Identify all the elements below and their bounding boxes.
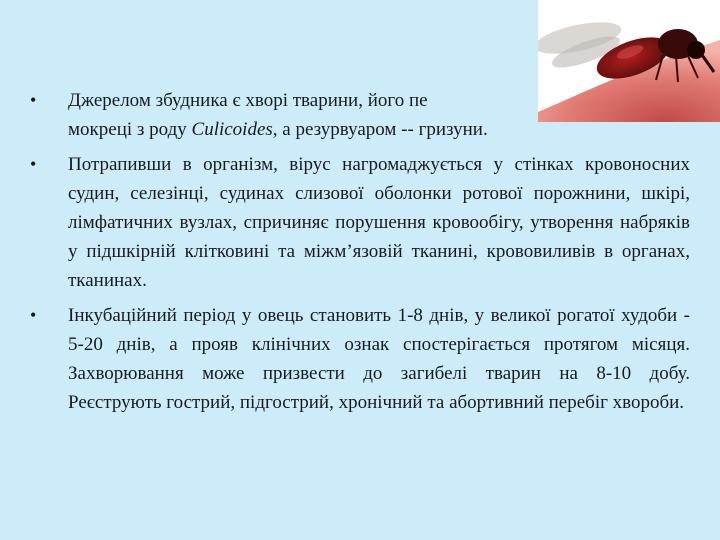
bullet-list [30,86,714,423]
bullet-text: Інкубаційний період у овець становить 1-8 днів, у великої рогатої худоби - 5-20 днів, а прояв клінічних ознак спостерігається протягом місяця. Захворювання може призвести до загибелі тварин на 8-10 добу. Реєструють гострий, підгострий, хронічний та абортивний перебіг хвороби. [68,305,714,413]
bullet-marker: • [30,305,37,325]
bullet-text-line1: Джерелом збудника є хворі тварини, його пе [68,90,428,111]
bullet-marker: • [30,154,37,174]
bullet-item-pathogenesis [30,150,690,295]
bullet-text [68,86,690,144]
bullet-text-part2: мокреці з роду [68,119,192,140]
genus-name: Culicoides [191,119,273,140]
bullet-text-part3: , а резурвуаром -- гризуни. [272,119,488,140]
bullet-item-source [30,86,690,144]
bullet-text: Потрапивши в організм, вірус нагромаджується у стінках кровоносних судин, селезінці, судинах слизової оболонки ротової порожнини, шкірі, лімфатичних вузлах, спричиняє порушення кровообігу, утворення набряків у підшкірній клітковині та міжм’язовій тканині, крововиливів в органах, тканинах. [68,154,690,291]
bullet-item-incubation [30,301,714,417]
bullet-marker: • [30,90,37,110]
